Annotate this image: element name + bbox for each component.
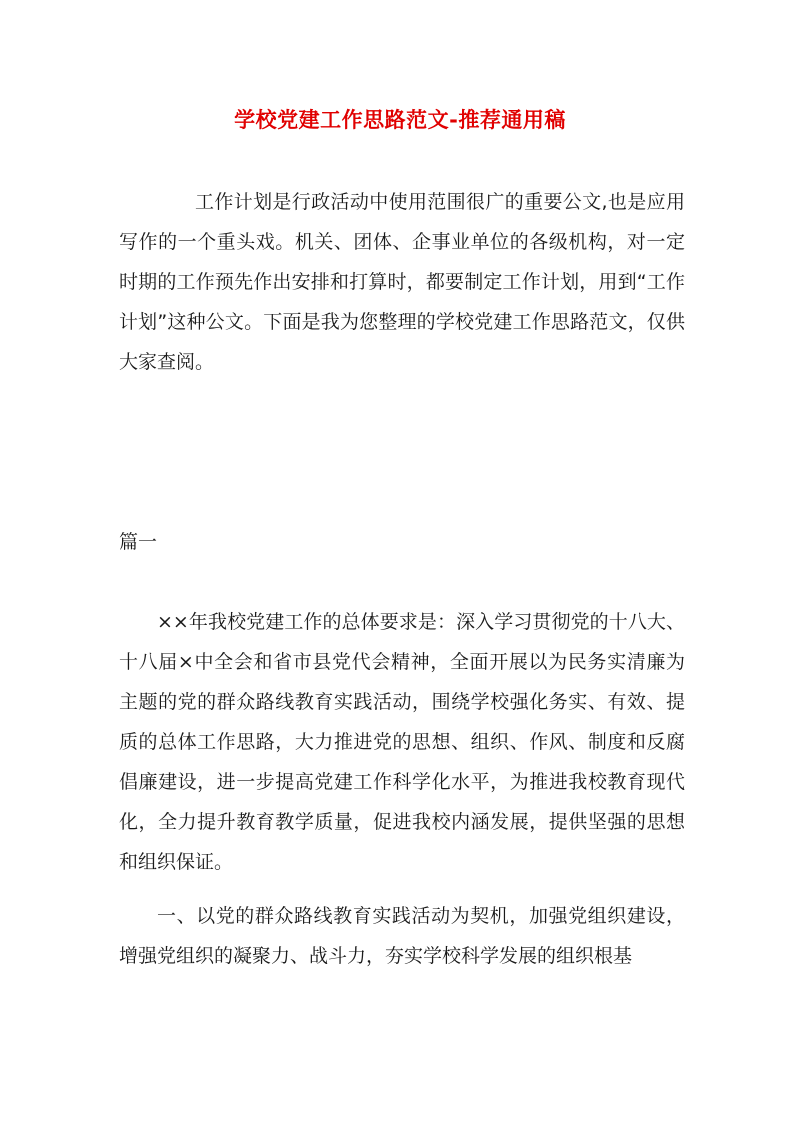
document-title: 学校党建工作思路范文-推荐通用稿 bbox=[234, 108, 566, 132]
point-one-paragraph: 一、以党的群众路线教育实践活动为契机，加强党组织建设，增强党组织的凝聚力、战斗力，夯实学校科学发展的组织根基 bbox=[119, 905, 685, 967]
intro-paragraph: 工作计划是行政活动中使用范围很广的重要公文,也是应用写作的一个重头戏。机关、团体、企事业单位的各级机构，对一定时期的工作预先作出安排和打算时，都要制定工作计划，用到“工作计划”这种公文。下面是我为您整理的学校党建工作思路范文，仅供大家查阅。 bbox=[119, 191, 685, 373]
section-heading: 篇一 bbox=[119, 531, 158, 553]
body-paragraph: ××年我校党建工作的总体要求是：深入学习贯彻党的十八大、十八届×中全会和省市县党代会精神，全面开展以为民务实清廉为主题的党的群众路线教育实践活动，围绕学校强化务实、有效、提质的总体工作思路，大力推进党的思想、组织、作风、制度和反腐倡廉建设，进一步提高党建工作科学化水平，为推进我校教育现代化，全力提升教育教学质量，促进我校内涵发展，提供坚强的思想和组织保证。 bbox=[119, 611, 685, 873]
